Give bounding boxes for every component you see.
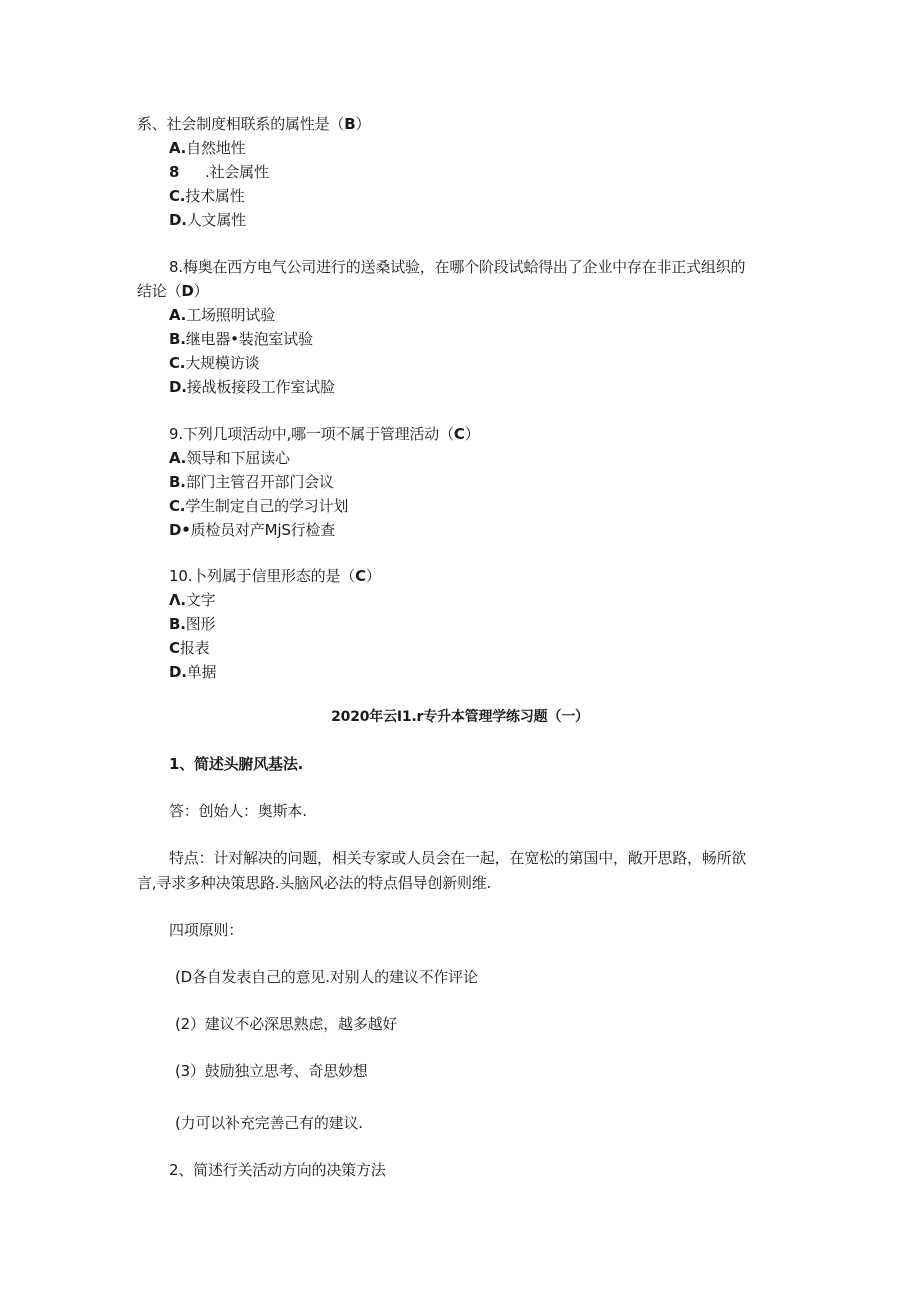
q8-stem-text2: 结论（: [137, 282, 182, 300]
option-text: 文字: [185, 591, 216, 609]
essay1-answer-founder: 答：创始人：奥斯本.: [169, 802, 307, 820]
q8-answer: D: [181, 282, 194, 300]
option-label: C.: [169, 354, 186, 372]
q8-option-c: [169, 352, 259, 374]
option-label: A.: [169, 449, 187, 467]
essay1-principle-1: (D各自发表自己的意见.对别人的建议不作评论: [175, 968, 478, 986]
option-text: 继电器•装泡室试验: [185, 330, 313, 348]
essay1-principle-2: (2）建议不必深思熟虑，越多越好: [175, 1015, 398, 1033]
q7-stem: [137, 113, 370, 135]
q9-stem-text: 9.下列几项活动中,哪一项不属于管理活动（: [169, 425, 454, 443]
q7-stem-close: ）: [355, 115, 371, 133]
option-label: B.: [169, 330, 186, 348]
option-label: D.: [169, 211, 187, 229]
option-label: A.: [169, 306, 187, 324]
essay1-question: 1、简述头腑风基法.: [169, 755, 304, 773]
q8-stem-text: 8.梅奥在西方电气公司进行的送桑试验，在哪个阶段试蛤得出了企业中存在非正式组织的: [169, 258, 746, 276]
q10-option-a: [169, 589, 216, 611]
q9-stem: [169, 423, 480, 445]
essay1-principle-3: (3）鼓励独立思考、奇思妙想: [175, 1062, 368, 1080]
q7-option-d: [169, 209, 246, 231]
option-text: 接战板接段工作室试脸: [186, 378, 335, 396]
option-label: 8: [169, 163, 180, 181]
q8-option-d: [169, 376, 335, 398]
q7-option-a: [169, 137, 245, 159]
option-label: D.: [169, 663, 187, 681]
option-label: B.: [169, 473, 186, 491]
q9-option-a: [169, 447, 290, 469]
q10-answer: C: [355, 567, 366, 585]
q8-stem-line1: [169, 256, 745, 278]
q8-option-a: [169, 304, 275, 326]
option-text: 技术属性: [185, 187, 245, 205]
q8-stem-line2: [137, 280, 208, 302]
option-text: .社会属性: [205, 163, 269, 181]
option-text: 工场照明试验: [186, 306, 275, 324]
q10-stem: [169, 565, 381, 587]
q9-option-b: [169, 471, 334, 493]
essay1-features-line1: 特点：计对解决的问题，相关专家或人员会在一起，在宽松的第国中，敞开思路，畅所欲: [169, 849, 747, 867]
q10-stem-close: ）: [365, 567, 381, 585]
option-label: A.: [169, 139, 187, 157]
q9-answer: C: [453, 425, 465, 443]
option-text: 图形: [185, 615, 216, 633]
q7-stem-text: 系、社会制度相联系的属性是（: [137, 115, 345, 133]
q10-option-d: [169, 661, 216, 683]
q9-option-d: [169, 519, 335, 541]
option-text: 报表: [179, 639, 210, 657]
option-text: 部门主管召开部门会议: [185, 473, 334, 491]
option-label: Λ.: [169, 591, 186, 609]
option-text: 学生制定自己的学习计划: [185, 497, 349, 515]
option-label: C.: [169, 187, 186, 205]
option-text: 自然地性: [186, 139, 246, 157]
q8-stem-close: ）: [193, 282, 209, 300]
option-label: D.: [169, 378, 187, 396]
option-label: C: [169, 639, 180, 657]
essay2-question: 2、简述行关活动方向的决策方法: [169, 1161, 386, 1179]
q8-option-b: [169, 328, 313, 350]
q7-option-c: [169, 185, 245, 207]
q10-option-b: [169, 613, 215, 635]
essay1-principles-heading: 四项原则：: [169, 921, 244, 939]
essay1-features-line2: 言,寻求多种决策思路.头脑风必法的特点倡导创新则维.: [137, 874, 492, 892]
option-text: 单据: [186, 663, 217, 681]
q10-option-c: [169, 637, 209, 659]
q7-answer: B: [344, 115, 356, 133]
essay1-principle-4: (力可以补充完善己有的建议.: [175, 1114, 363, 1132]
option-text: 领导和下屈读心: [186, 449, 290, 467]
q7-option-b: [169, 161, 269, 183]
q10-stem-text: 10.卜列属于信里形态的是（: [169, 567, 356, 585]
option-text: 大规模访谈: [185, 354, 260, 372]
section-title: 2020年云I1.r专升本管理学练习题（一）: [331, 709, 589, 725]
option-text: 人文属性: [186, 211, 246, 229]
option-label: C.: [169, 497, 186, 515]
option-text: 质检员对产MjS行检查: [190, 521, 336, 539]
q9-stem-close: ）: [464, 425, 480, 443]
q9-option-c: [169, 495, 348, 517]
option-label: B.: [169, 615, 186, 633]
option-label: D•: [169, 521, 191, 539]
